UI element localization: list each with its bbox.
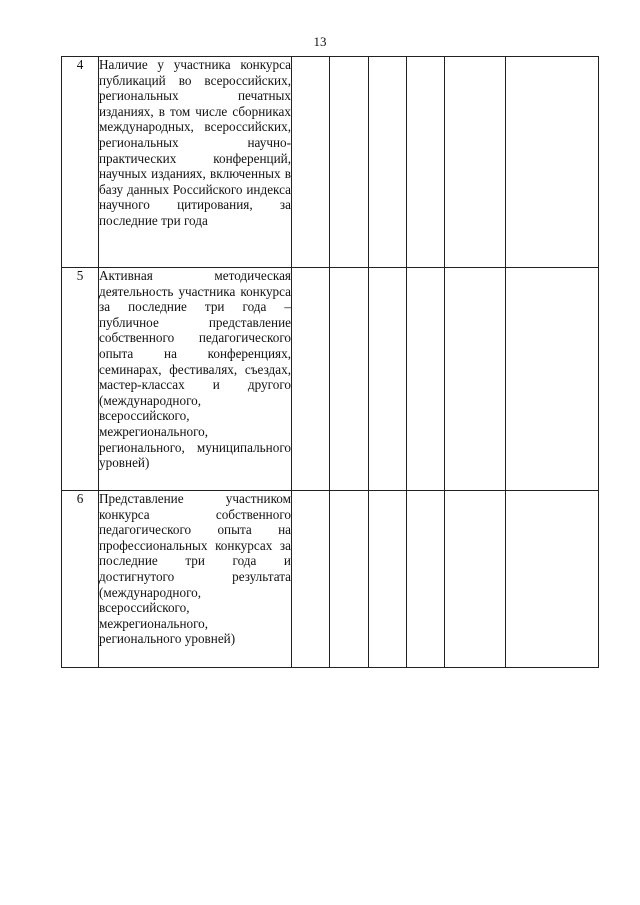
empty-cell bbox=[506, 268, 599, 491]
row-number: 5 bbox=[62, 268, 99, 491]
empty-cell bbox=[369, 268, 407, 491]
table-row bbox=[62, 268, 599, 491]
row-number: 4 bbox=[62, 57, 99, 268]
empty-cell bbox=[369, 57, 407, 268]
criterion-text: Представление участником конкурса собственного педагогического опыта на профессиональных конкурсах за последние три года и достигнутого результата (международного, всероссийского, межрегионального, регионального уровней) bbox=[99, 491, 292, 668]
empty-cell bbox=[506, 491, 599, 668]
empty-cell bbox=[445, 491, 506, 668]
criterion-text: Активная методическая деятельность участника конкурса за последние три года – публичное представление собственного педагогического опыта на конференциях, семинарах, фестивалях, съездах, мастер-классах и другого (международного, всероссийского, межрегионального, регионального, муниципального уровней) bbox=[99, 268, 292, 491]
empty-cell bbox=[407, 57, 445, 268]
empty-cell bbox=[445, 268, 506, 491]
empty-cell bbox=[407, 268, 445, 491]
table-row bbox=[62, 491, 599, 668]
empty-cell bbox=[292, 57, 330, 268]
empty-cell bbox=[292, 268, 330, 491]
empty-cell bbox=[407, 491, 445, 668]
empty-cell bbox=[292, 491, 330, 668]
empty-cell bbox=[506, 57, 599, 268]
empty-cell bbox=[330, 57, 369, 268]
page-number: 13 bbox=[313, 34, 327, 49]
table-row bbox=[62, 57, 599, 268]
criteria-table bbox=[61, 56, 599, 668]
row-number: 6 bbox=[62, 491, 99, 668]
empty-cell bbox=[445, 57, 506, 268]
empty-cell bbox=[369, 491, 407, 668]
empty-cell bbox=[330, 268, 369, 491]
criterion-text: Наличие у участника конкурса публикаций во всероссийских, региональных печатных изданиях, в том числе сборниках международных, всероссийских, региональных научно-практических конференций, научных изданиях, включенных в базу данных Российского индекса научного цитирования, за последние три года bbox=[99, 57, 292, 268]
empty-cell bbox=[330, 491, 369, 668]
